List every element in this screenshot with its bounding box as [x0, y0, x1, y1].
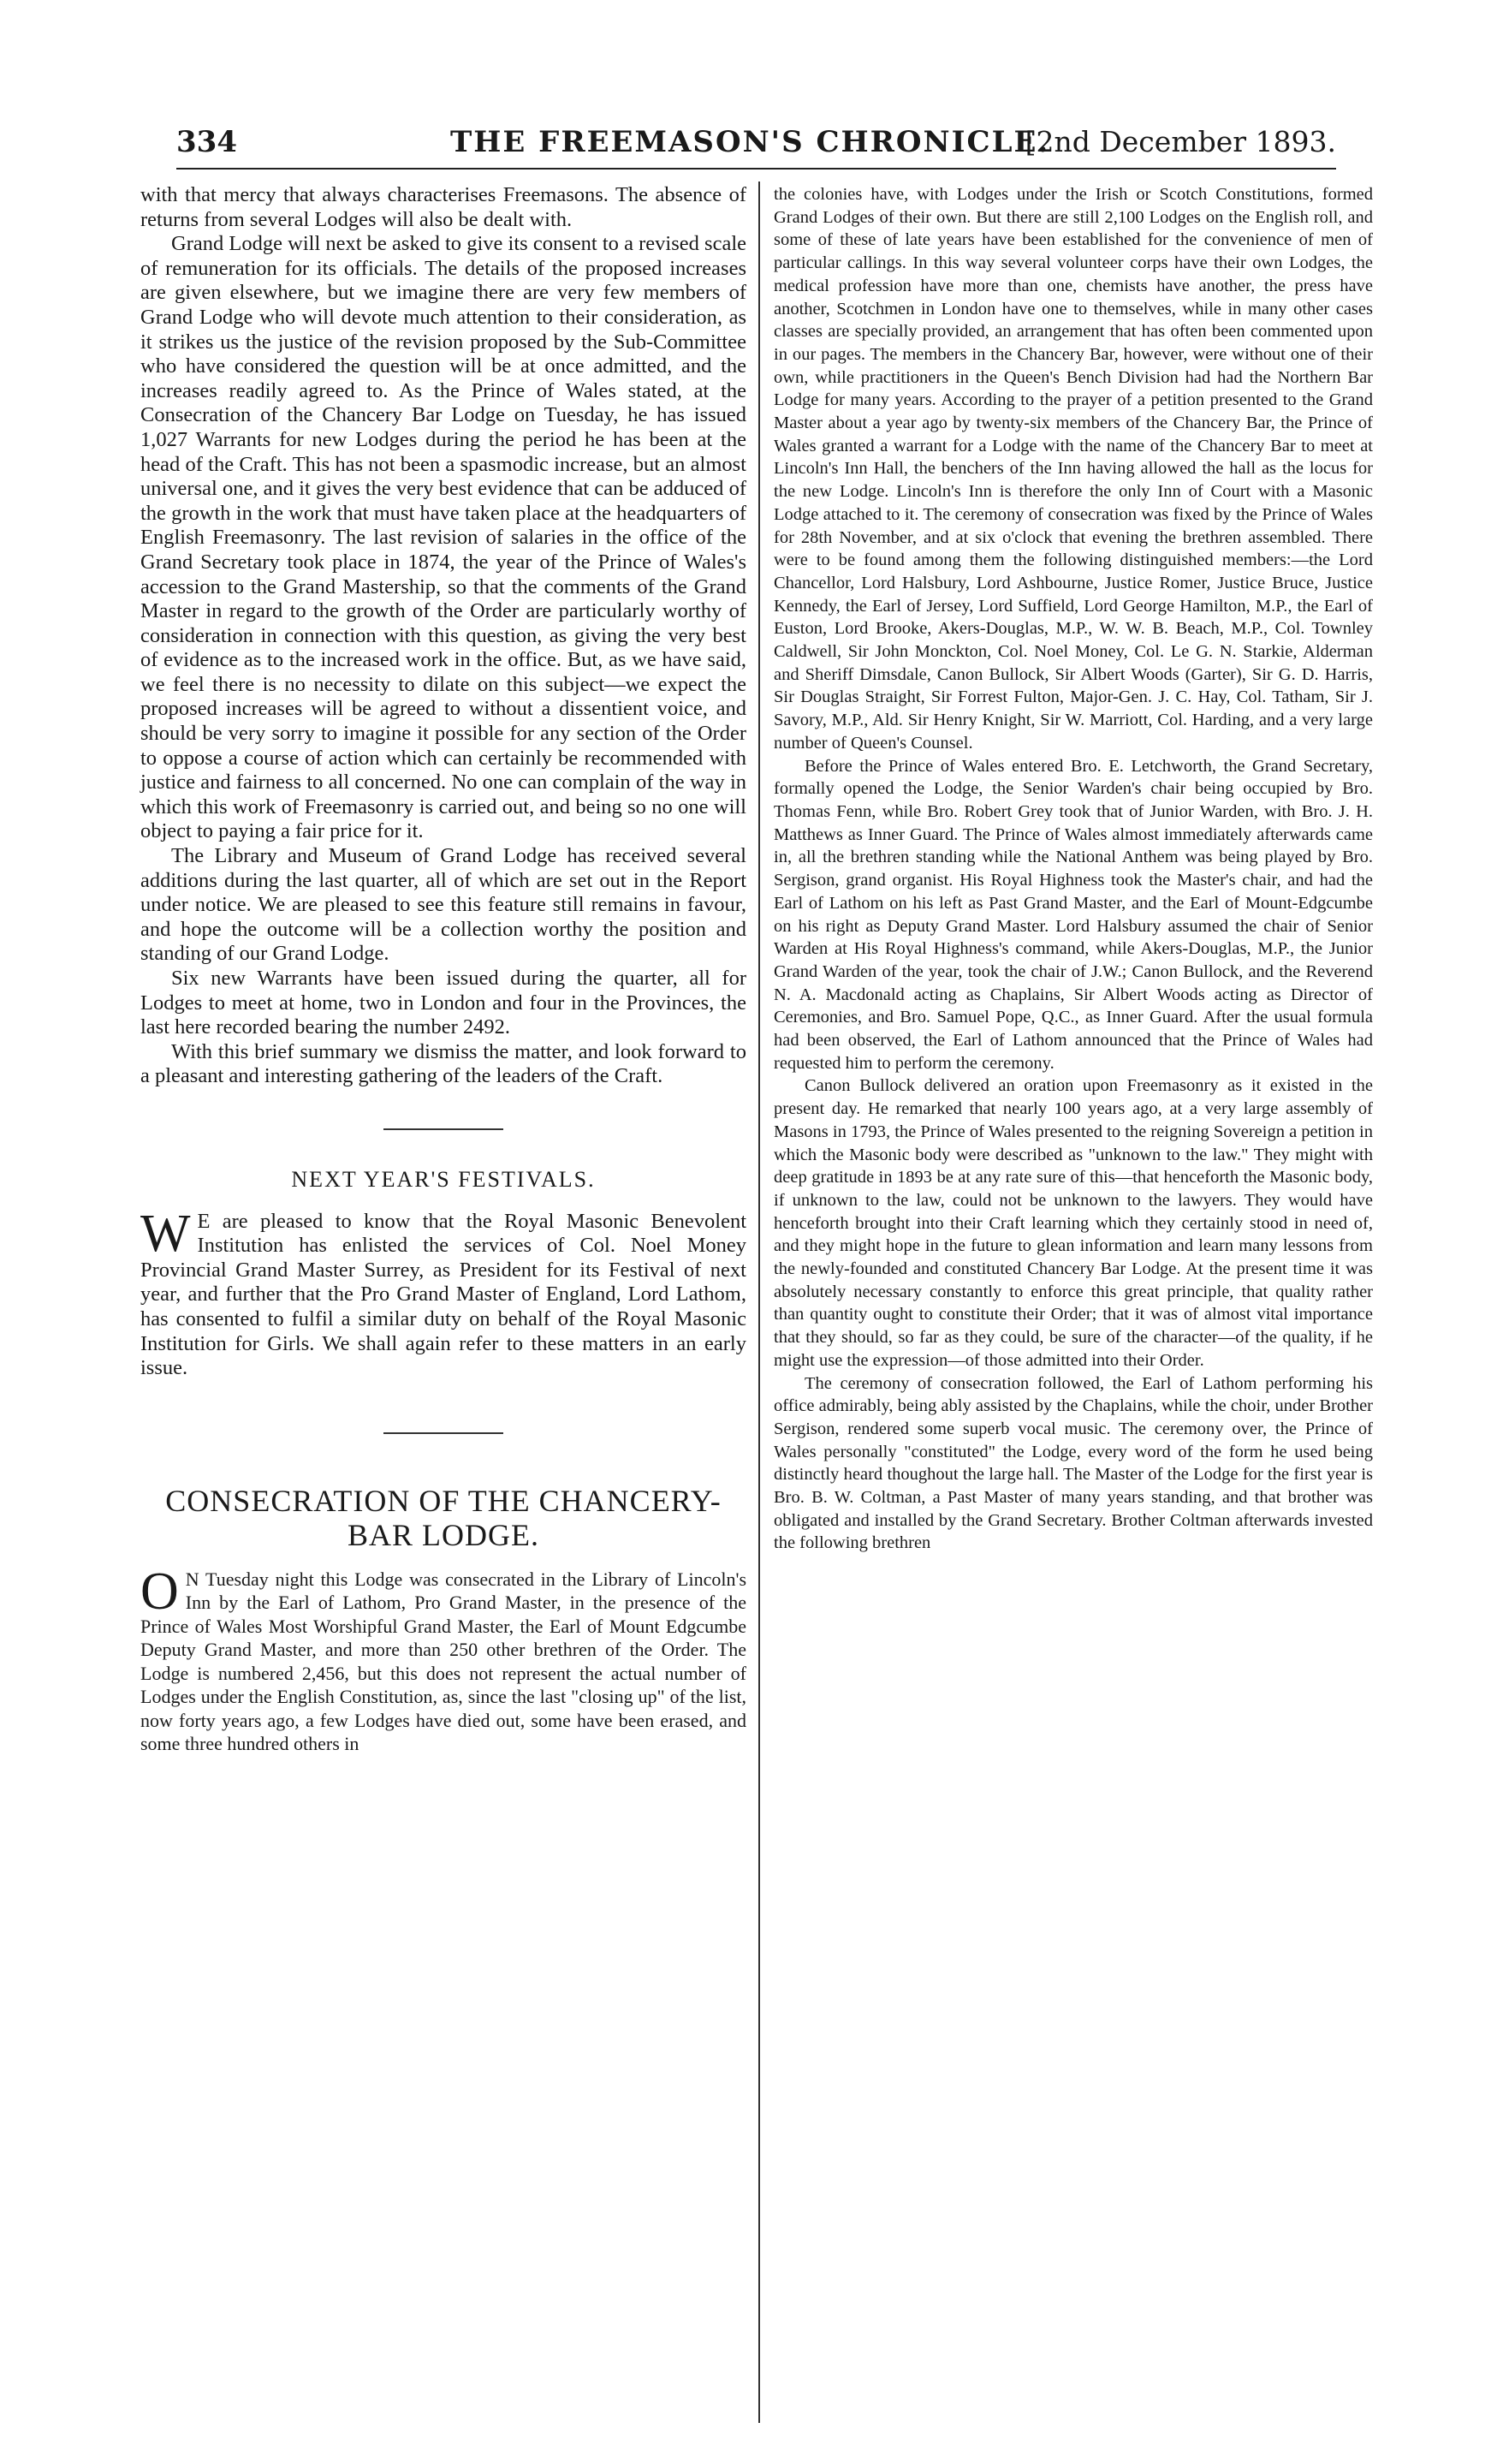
- paragraph: Six new Warrants have been issued during the quarter, all for Lodges to meet at home, two in London and four in the Provinces, the last here recorded bearing the number 2492.: [140, 967, 746, 1039]
- consecration-text: N Tuesday night this Lodge was consecrated in the Library of Lincoln's Inn by the Earl of Lathom, Pro Grand Master, in the presence of the Prince of Wales Most Worshipful Grand Master, the Earl of Mount Edgcumbe Deputy Grand Master, and more than 250 other brethren of the Order. The Lodge is numbered 2,456, but this does not represent the actual number of Lodges under the English Constitution, as, since the last "closing up" of the list, now forty years ago, a few Lodges have died out, some have been erased, and some three hundred others in: [140, 1568, 746, 1755]
- consecration-paragraph: [140, 1562, 746, 1756]
- column-rule: [758, 182, 760, 2423]
- paragraph: With this brief summary we dismiss the matter, and look forward to a pleasant and interesting gathering of the leaders of the Craft.: [140, 1039, 746, 1088]
- festivals-heading: NEXT YEAR'S FESTIVALS.: [291, 1166, 596, 1192]
- consecration-heading: CONSECRATION OF THE CHANCERY-BAR LODGE.: [165, 1483, 722, 1552]
- paragraph: with that mercy that always characterises Freemasons. The absence of returns from several Lodges will also be dealt with.: [140, 183, 746, 231]
- drop-cap: W: [140, 1204, 191, 1263]
- section-divider: [140, 1128, 746, 1130]
- page-number: 334: [176, 125, 237, 159]
- festivals-paragraph: [140, 1204, 746, 1381]
- right-column: [774, 183, 1373, 1555]
- paragraph: The ceremony of consecration followed, the Earl of Lathom performing his office admirably, being ably assisted by the Chaplains, while the choir, under Brother Sergison, rendered some superb vocal music. The ceremony over, the Prince of Wales personally "constituted" the Lodge, every word of the form he used being distinctly heard thoughout the large hall. The Master of the Lodge for the first year is Bro. B. W. Coltman, a Past Master of many years standing, and that brother was obligated and installed by the Grand Secretary. Brother Coltman afterwards invested the following brethren: [774, 1373, 1373, 1553]
- section-divider: [383, 1432, 503, 1434]
- page-header: [176, 125, 1336, 170]
- header-rule: [176, 168, 1336, 170]
- paragraph: Grand Lodge will next be asked to give its consent to a revised scale of remuneration for its officials. The details of the proposed increases are given elsewhere, but we imagine there are very few members of Grand Lodge who will devote much attention to their consideration, as it strikes us the justice of the revision proposed by the Sub-Committee who have considered the question will be at once admitted, and the increases readily agreed to. As the Prince of Wales stated, at the Consecration of the Chancery Bar Lodge on Tuesday, he has issued 1,027 Warrants for new Lodges during the period he has been at the head of the Craft. This has not been a spasmodic increase, but an almost universal one, and it gives the very best evidence that can be adduced of the growth in the work that must have taken place at the headquarters of English Freemasonry. The last revision of salaries in the office of the Grand Secretary took place in 1874, the year of the Prince of Wales's accession to the Grand Mastership, so that the comments of the Grand Master in regard to the growth of the Order are particularly worthy of consideration in connection with this question, as giving the very best of evidence as to the increased work in the office. But, as we have said, we feel there is no necessity to dilate on this subject—we expect the proposed increases will be agreed to without a dissentient voice, and should be very sorry to imagine it possible for any section of the Order to oppose a course of action which can certainly be recommended with justice and fairness to all concerned. No one can complain of the way in which this work of Freemasonry is carried out, and being so no one will object to paying a fair price for it.: [140, 232, 746, 843]
- paragraph: the colonies have, with Lodges under the Irish or Scotch Constitutions, formed Grand Lodges of their own. But there are still 2,100 Lodges on the English roll, and some of these of late years have been established for the convenience of men of particular callings. In this way several volunteer corps have their own Lodges, the medical profession have more than one, chemists have another, the press have another, Scotchmen in London have one to themselves, while in many other cases classes are specially provided, an arrangement that has often been commented upon in our pages. The members in the Chancery Bar, however, were without one of their own, while practitioners in the Queen's Bench Division had had the Northern Bar Lodge for many years. According to the prayer of a petition presented to the Grand Master about a year ago by twenty-six members of the Chancery Bar, the Prince of Wales granted a warrant for a Lodge with the name of the Chancery Bar to meet at Lincoln's Inn Hall, the benchers of the Inn having allowed the hall as the locus for the new Lodge. Lincoln's Inn is therefore the only Inn of Court with a Masonic Lodge attached to it. The ceremony of consecration was fixed by the Prince of Wales for 28th November, and at six o'clock that evening the brethren assembled. There were to be found among them the following distinguished members:—the Lord Chancellor, Lord Halsbury, Lord Ashbourne, Justice Romer, Justice Bruce, Justice Kennedy, the Earl of Jersey, Lord Suffield, Lord George Hamilton, M.P., the Earl of Euston, Lord Brooke, Akers-Douglas, M.P., W. W. B. Beach, M.P., Col. Townley Caldwell, Sir John Monckton, Col. Noel Money, Col. Le G. N. Starkie, Alderman and Sheriff Dimsdale, Canon Bullock, Sir Albert Woods (Garter), Sir G. D. Harris, Sir Douglas Straight, Sir Forrest Fulton, Major-Gen. J. C. Hay, Col. Tatham, Sir J. Savory, M.P., Ald. Sir Henry Knight, Sir W. Marriott, Col. Harding, and a very large number of Queen's Counsel.: [774, 185, 1373, 753]
- drop-cap: O: [140, 1562, 179, 1621]
- left-column: [140, 183, 746, 1756]
- paragraph: The Library and Museum of Grand Lodge has received several additions during the last quarter, all of which are set out in the Report under notice. We are pleased to see this feature still remains in favour, and hope the outcome will be a collection worthy the position and standing of our Grand Lodge.: [140, 844, 746, 966]
- paragraph: Before the Prince of Wales entered Bro. E. Letchworth, the Grand Secretary, formally opened the Lodge, the Senior Warden's chair being occupied by Bro. Thomas Fenn, while Bro. Robert Grey took that of Junior Warden, with Bro. J. H. Matthews as Inner Guard. The Prince of Wales almost immediately afterwards came in, all the brethren standing while the National Anthem was being played by Bro. Sergison, grand organist. His Royal Highness took the Master's chair, and had the Earl of Lathom on his left as Past Grand Master, and the Earl of Mount-Edgcumbe on his right as Deputy Grand Master. Lord Halsbury assumed the chair of Senior Warden at His Royal Highness's command, while Akers-Douglas, M.P., the Junior Grand Warden of the year, took the chair of J.W.; Canon Bullock, and the Reverend N. A. Macdonald acting as Chaplains, Sir Albert Woods acting as Director of Ceremonies, and Bro. Samuel Pope, Q.C., as Inner Guard. After the usual formula had been observed, the Earl of Lathom announced that the Prince of Wales had requested him to perform the ceremony.: [774, 756, 1373, 1073]
- paragraph: Canon Bullock delivered an oration upon Freemasonry as it existed in the present day. He remarked that nearly 100 years ago, at a very large assembly of Masons in 1793, the Prince of Wales presented to the reigning Sovereign a petition in which the Masonic body were described as "unknown to the law." They might with deep gratitude in 1893 be at any rate sure of this—that henceforth the Masonic body, if unknown to the law, could not be unknown to the lawyers. They would have henceforth brought into their Craft learning which they certainly stood in need of, and they might hope in the future to glean information and learn many lessons from the newly-founded and constituted Chancery Bar Lodge. At the present time it was absolutely necessary constantly to enforce this great principle, that quality rather than quantity ought to constitute their Order; that it was of almost vital importance that they should, so far as they could, be sure of the character—of the quality, if he might use the expression—of those admitted into their Order.: [774, 1076, 1373, 1370]
- masthead-title: THE FREEMASON'S CHRONICLE.: [450, 125, 1050, 159]
- festivals-text: E are pleased to know that the Royal Masonic Benevolent Institution has enlisted the services of Col. Noel Money Provincial Grand Master Surrey, as President for its Festival of next year, and further that the Pro Grand Master of England, Lord Lathom, has consented to fulfil a similar duty on behalf of the Royal Masonic Institution for Girls. We shall again refer to these matters in an early issue.: [140, 1209, 746, 1380]
- issue-date: [2nd December 1893.: [1025, 125, 1336, 158]
